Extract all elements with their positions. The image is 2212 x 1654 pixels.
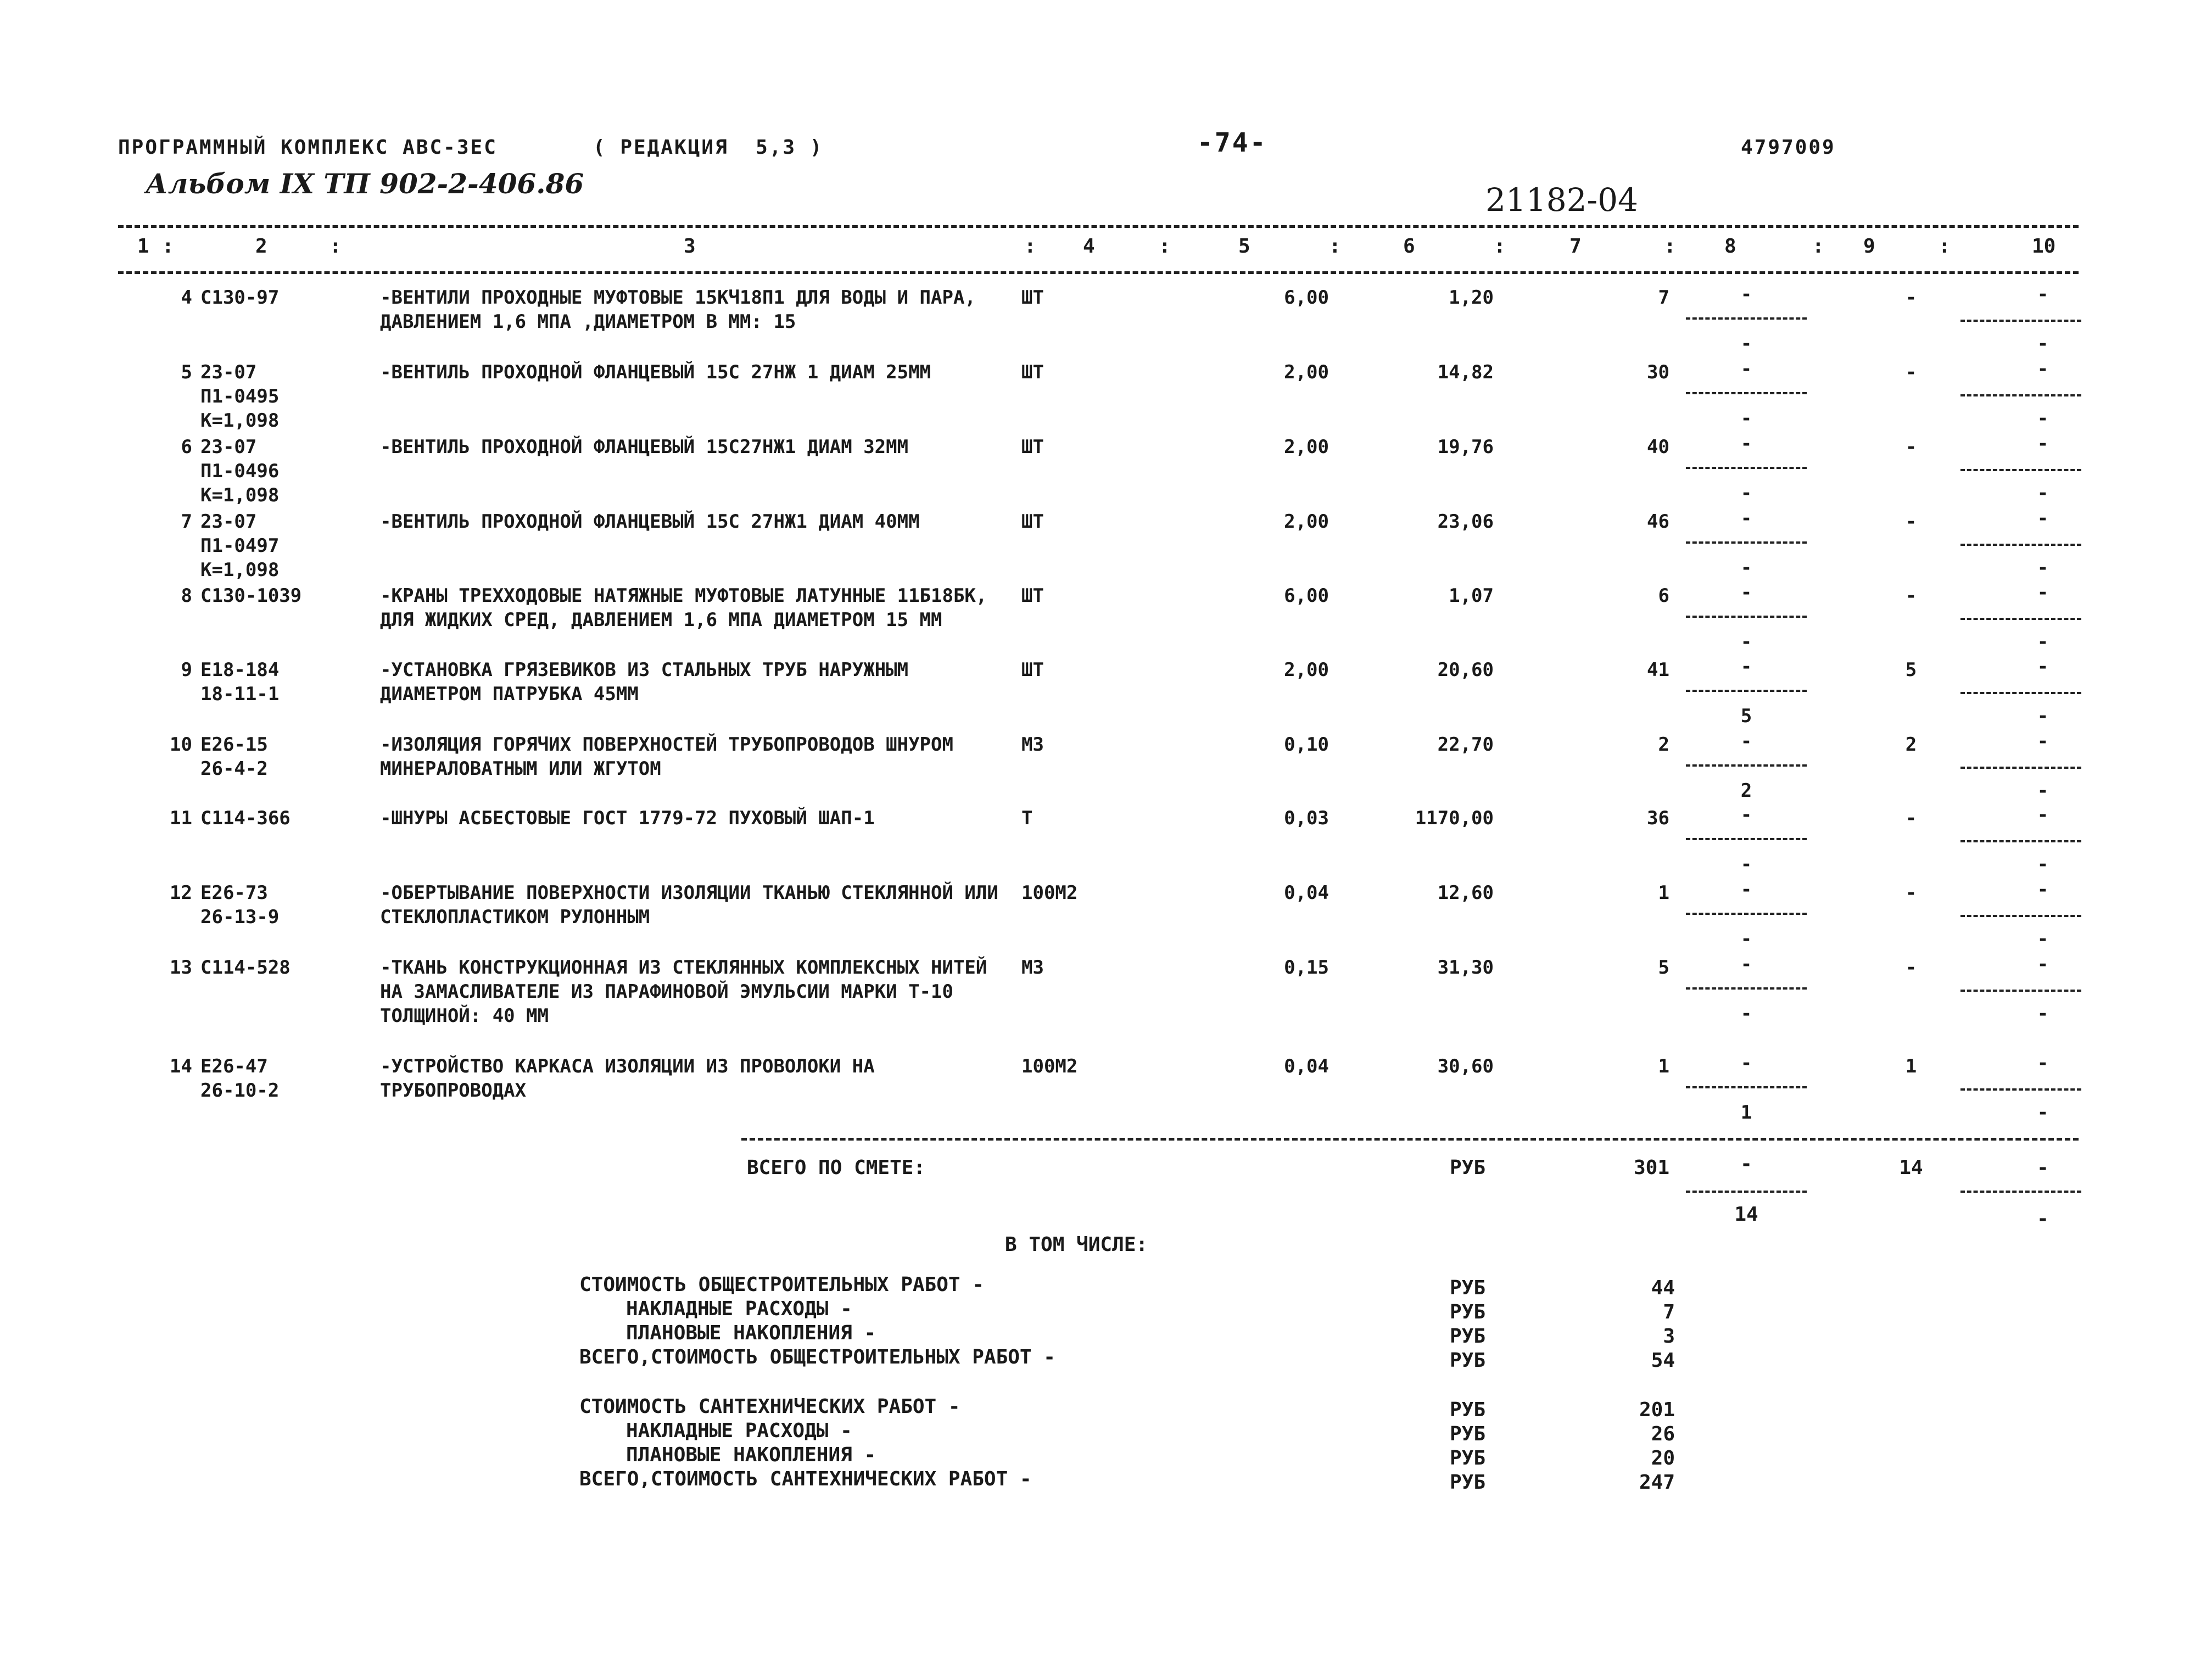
row-col8-top: - [1740,804,1752,826]
total-col9: 14 [1899,1156,1923,1179]
row-col8-fraction-line [1686,616,1807,618]
row-col8-bottom: - [1740,482,1752,504]
row-col10-fraction-line [1960,1088,2081,1091]
row-col8-top: - [1740,358,1752,380]
row-col8-bottom: - [1740,407,1752,429]
row-col9: - [1905,882,1917,904]
row-code: 23-07 [200,511,257,533]
row-col8-top: - [1740,1052,1752,1074]
column-number-7: 7 [1569,235,1582,258]
row-col10-fraction-line [1960,692,2081,694]
row-total: 1 [1658,882,1669,904]
row-quantity: 2,00 [1284,511,1329,533]
row-total: 5 [1658,957,1669,979]
row-col8-bottom: 2 [1740,780,1752,802]
row-col9: - [1905,511,1917,533]
row-code: С114-366 [200,807,291,829]
row-total: 7 [1658,287,1669,309]
column-separator: : [1812,235,1824,258]
summary-label: ПЛАНОВЫЕ НАКОПЛЕНИЯ - [626,1444,876,1466]
total-unit: РУБ [1450,1156,1486,1179]
row-description: -ШНУРЫ АСБЕСТОВЫЕ ГОСТ 1779-72 ПУХОВЫЙ ШАП-1 [380,807,875,829]
summary-unit: РУБ [1450,1277,1486,1299]
row-col10-fraction-line [1960,767,2081,769]
row-code: С114-528 [200,957,291,979]
row-col8-fraction-line [1686,838,1807,840]
row-col8-fraction-line [1686,1086,1807,1088]
row-col10-bottom: - [2037,407,2049,429]
row-number: 11 [170,807,192,829]
summary-label: НАКЛАДНЫЕ РАСХОДЫ - [626,1298,852,1320]
row-description: -КРАНЫ ТРЕХХОДОВЫЕ НАТЯЖНЫЕ МУФТОВЫЕ ЛАТУННЫЕ 11Б18БК, ДЛЯ ЖИДКИХ СРЕД, ДАВЛЕНИЕМ 1,6 МПА ДИАМЕТРОМ 15 ММ [380,585,987,631]
row-unit: М3 [1021,957,1044,979]
row-number: 13 [170,957,192,979]
row-quantity: 0,10 [1284,734,1329,756]
row-code: К=1,098 [200,559,280,581]
row-total: 30 [1647,361,1669,383]
row-col10-top: - [2037,730,2049,752]
row-col9: 1 [1905,1055,1917,1077]
total-label: ВСЕГО ПО СМЕТЕ: [747,1156,926,1179]
column-separator: : [1664,235,1676,258]
row-col10-fraction-line [1960,394,2081,396]
total-col10-top: - [2037,1156,2049,1179]
summary-label: ПЛАНОВЫЕ НАКОПЛЕНИЯ - [626,1322,876,1344]
summary-value: 20 [1651,1447,1675,1469]
row-col9: - [1905,287,1917,309]
total-col8-fraction [1686,1191,1807,1193]
summary-unit: РУБ [1450,1301,1486,1323]
row-code: С130-1039 [200,585,302,607]
row-col8-fraction-line [1686,392,1807,394]
row-unit-price: 14,82 [1437,361,1494,383]
total-value: 301 [1633,1156,1669,1179]
row-code: П1-0496 [200,460,280,482]
row-col10-bottom: - [2037,557,2049,579]
column-separator: : [329,235,342,258]
row-col10-fraction-line [1960,915,2081,917]
row-code: П1-0497 [200,535,280,557]
row-col8-fraction-line [1686,690,1807,692]
row-col8-top: - [1740,656,1752,678]
summary-value: 201 [1639,1399,1675,1421]
summary-value: 7 [1663,1301,1675,1323]
row-col8-fraction-line [1686,987,1807,990]
row-unit: ШТ [1021,659,1044,681]
summary-label: НАКЛАДНЫЕ РАСХОДЫ - [626,1420,852,1442]
row-description: -УСТАНОВКА ГРЯЗЕВИКОВ ИЗ СТАЛЬНЫХ ТРУБ НАРУЖНЫМ ДИАМЕТРОМ ПАТРУБКА 45ММ [380,659,909,705]
row-col8-top: - [1740,582,1752,604]
row-number: 14 [170,1055,192,1077]
row-quantity: 6,00 [1284,585,1329,607]
summary-value: 44 [1651,1277,1675,1299]
row-col10-top: - [2037,283,2049,305]
row-col8-top: - [1740,283,1752,305]
total-col8-bottom: 14 [1734,1203,1758,1226]
row-quantity: 0,15 [1284,957,1329,979]
row-code: П1-0495 [200,385,280,407]
row-unit: Т [1021,807,1033,829]
column-separator: : [1494,235,1506,258]
row-col8-bottom: - [1740,333,1752,355]
row-number: 4 [181,287,192,309]
row-col8-top: - [1740,433,1752,455]
row-col9: - [1905,807,1917,829]
row-col8-bottom: - [1740,1003,1752,1025]
summary-unit: РУБ [1450,1471,1486,1494]
column-number-3: 3 [684,235,696,258]
row-col10-top: - [2037,507,2049,529]
row-number: 8 [181,585,192,607]
edition: ( РЕДАКЦИЯ 5,3 ) [593,136,824,159]
row-quantity: 0,04 [1284,882,1329,904]
summary-unit: РУБ [1450,1423,1486,1445]
row-col10-fraction-line [1960,544,2081,546]
row-code: 26-10-2 [200,1080,280,1102]
row-unit-price: 20,60 [1437,659,1494,681]
row-col8-fraction-line [1686,467,1807,469]
row-code: К=1,098 [200,484,280,506]
row-code: Е18-184 [200,659,280,681]
row-col8-top: - [1740,730,1752,752]
row-col10-bottom: - [2037,482,2049,504]
total-col8-top: - [1740,1153,1752,1175]
row-unit: М3 [1021,734,1044,756]
row-unit: ШТ [1021,585,1044,607]
summary-value: 247 [1639,1471,1675,1494]
row-col8-fraction-line [1686,764,1807,767]
row-col8-top: - [1740,507,1752,529]
row-col8-bottom: 5 [1740,705,1752,727]
row-col8-bottom: - [1740,557,1752,579]
row-total: 41 [1647,659,1669,681]
row-code: Е26-47 [200,1055,268,1077]
row-quantity: 2,00 [1284,436,1329,458]
row-number: 12 [170,882,192,904]
row-col10-fraction-line [1960,618,2081,620]
row-col9: - [1905,361,1917,383]
column-separator: : [1329,235,1341,258]
row-col10-bottom: - [2037,631,2049,653]
row-code: Е26-73 [200,882,268,904]
summary-unit: РУБ [1450,1349,1486,1372]
row-col10-bottom: - [2037,780,2049,802]
row-col8-fraction-line [1686,913,1807,915]
column-separator: : [1024,235,1036,258]
handwritten-code: 21182-04 [1485,181,1638,219]
row-total: 46 [1647,511,1669,533]
summary-unit: РУБ [1450,1447,1486,1469]
row-col9: 2 [1905,734,1917,756]
total-col10-bottom: - [2037,1208,2049,1230]
row-col9: 5 [1905,659,1917,681]
row-unit: 100М2 [1021,1055,1078,1077]
row-col10-fraction-line [1960,990,2081,992]
column-number-6: 6 [1403,235,1415,258]
summary-value: 3 [1663,1325,1675,1348]
summary-label: СТОИМОСТЬ ОБЩЕСТРОИТЕЛЬНЫХ РАБОТ - [579,1273,984,1296]
row-col10-fraction-line [1960,320,2081,322]
summary-unit: РУБ [1450,1399,1486,1421]
row-code: 26-13-9 [200,906,280,928]
row-quantity: 0,04 [1284,1055,1329,1077]
row-quantity: 2,00 [1284,659,1329,681]
row-col10-top: - [2037,358,2049,380]
album-reference: Альбом IX ТП 902-2-406.86 [146,167,584,200]
row-col10-fraction-line [1960,840,2081,842]
row-col10-top: - [2037,582,2049,604]
row-unit-price: 23,06 [1437,511,1494,533]
row-quantity: 6,00 [1284,287,1329,309]
row-code: С130-97 [200,287,280,309]
row-col10-bottom: - [2037,1102,2049,1124]
row-code: 23-07 [200,436,257,458]
summary-label: СТОИМОСТЬ САНТЕХНИЧЕСКИХ РАБОТ - [579,1395,960,1418]
row-description: -ВЕНТИЛЬ ПРОХОДНОЙ ФЛАНЦЕВЫЙ 15С 27НЖ 1 ДИАМ 25ММ [380,361,931,383]
row-unit-price: 1170,00 [1415,807,1494,829]
row-col8-bottom: 1 [1740,1102,1752,1124]
row-col10-top: - [2037,804,2049,826]
total-rule [741,1138,2079,1141]
column-number-4: 4 [1083,235,1095,258]
row-col10-bottom: - [2037,705,2049,727]
header-bottom-rule [118,271,2079,274]
doc-code: 4797009 [1741,136,1836,159]
row-description: -ТКАНЬ КОНСТРУКЦИОННАЯ ИЗ СТЕКЛЯННЫХ КОМПЛЕКСНЫХ НИТЕЙ НА ЗАМАСЛИВАТЕЛЕ ИЗ ПАРАФИНОВОЙ ЭМУЛЬСИИ МАРКИ Т-10 ТОЛЩИНОЙ: 40 ММ [380,957,987,1027]
row-unit-price: 1,07 [1449,585,1494,607]
row-description: -ВЕНТИЛИ ПРОХОДНЫЕ МУФТОВЫЕ 15КЧ18П1 ДЛЯ ВОДЫ И ПАРА, ДАВЛЕНИЕМ 1,6 МПА ,ДИАМЕТРОМ В ММ: 15 [380,287,976,333]
summary-label: ВСЕГО,СТОИМОСТЬ САНТЕХНИЧЕСКИХ РАБОТ - [579,1468,1032,1490]
row-col9: - [1905,957,1917,979]
row-col10-top: - [2037,879,2049,901]
row-number: 6 [181,436,192,458]
row-total: 40 [1647,436,1669,458]
row-quantity: 0,03 [1284,807,1329,829]
row-col10-bottom: - [2037,928,2049,950]
row-code: 23-07 [200,361,257,383]
column-number-8: 8 [1724,235,1736,258]
column-number-5: 5 [1238,235,1250,258]
row-unit-price: 30,60 [1437,1055,1494,1077]
row-description: -ОБЕРТЫВАНИЕ ПОВЕРХНОСТИ ИЗОЛЯЦИИ ТКАНЬЮ СТЕКЛЯННОЙ ИЛИ СТЕКЛОПЛАСТИКОМ РУЛОННЫМ [380,882,998,928]
row-total: 2 [1658,734,1669,756]
total-col10-fraction [1960,1191,2081,1193]
program-name: ПРОГРАММНЫЙ КОМПЛЕКС АВС-ЗЕС [118,136,498,159]
row-number: 10 [170,734,192,756]
row-unit: ШТ [1021,436,1044,458]
summary-value: 54 [1651,1349,1675,1372]
row-col8-bottom: - [1740,853,1752,875]
row-description: -ВЕНТИЛЬ ПРОХОДНОЙ ФЛАНЦЕВЫЙ 15С27НЖ1 ДИАМ 32ММ [380,436,909,458]
row-col8-bottom: - [1740,928,1752,950]
row-total: 1 [1658,1055,1669,1077]
row-col10-top: - [2037,1052,2049,1074]
row-col8-top: - [1740,953,1752,975]
column-number-9: 9 [1863,235,1875,258]
column-number-1: 1 [137,235,149,258]
row-number: 5 [181,361,192,383]
row-col10-top: - [2037,656,2049,678]
column-separator: : [162,235,174,258]
row-col10-top: - [2037,953,2049,975]
row-col10-bottom: - [2037,853,2049,875]
column-separator: : [1159,235,1171,258]
column-separator: : [1939,235,1951,258]
row-col10-fraction-line [1960,469,2081,471]
column-number-2: 2 [255,235,267,258]
row-col8-top: - [1740,879,1752,901]
row-col10-bottom: - [2037,1003,2049,1025]
row-col8-fraction-line [1686,541,1807,544]
summary-value: 26 [1651,1423,1675,1445]
row-code: Е26-15 [200,734,268,756]
row-total: 6 [1658,585,1669,607]
row-unit-price: 22,70 [1437,734,1494,756]
column-number-10: 10 [2032,235,2056,258]
row-description: -ВЕНТИЛЬ ПРОХОДНОЙ ФЛАНЦЕВЫЙ 15С 27НЖ1 ДИАМ 40ММ [380,511,920,533]
row-col8-fraction-line [1686,317,1807,320]
row-col8-bottom: - [1740,631,1752,653]
row-unit: ШТ [1021,511,1044,533]
row-total: 36 [1647,807,1669,829]
row-unit-price: 31,30 [1437,957,1494,979]
row-col9: - [1905,585,1917,607]
row-col10-top: - [2037,433,2049,455]
row-code: К=1,098 [200,410,280,432]
row-unit: 100М2 [1021,882,1078,904]
including-label: В ТОМ ЧИСЛЕ: [1005,1233,1148,1256]
row-unit: ШТ [1021,361,1044,383]
row-quantity: 2,00 [1284,361,1329,383]
row-description: -УСТРОЙСТВО КАРКАСА ИЗОЛЯЦИИ ИЗ ПРОВОЛОКИ НА ТРУБОПРОВОДАХ [380,1055,875,1102]
row-code: 26-4-2 [200,758,268,780]
row-unit-price: 19,76 [1437,436,1494,458]
row-col9: - [1905,436,1917,458]
page-number: -74- [1197,127,1267,158]
row-description: -ИЗОЛЯЦИЯ ГОРЯЧИХ ПОВЕРХНОСТЕЙ ТРУБОПРОВОДОВ ШНУРОМ МИНЕРАЛОВАТНЫМ ИЛИ ЖГУТОМ [380,734,953,780]
summary-label: ВСЕГО,СТОИМОСТЬ ОБЩЕСТРОИТЕЛЬНЫХ РАБОТ - [579,1346,1055,1368]
row-number: 9 [181,659,192,681]
row-unit-price: 1,20 [1449,287,1494,309]
summary-unit: РУБ [1450,1325,1486,1348]
row-unit-price: 12,60 [1437,882,1494,904]
row-unit: ШТ [1021,287,1044,309]
row-code: 18-11-1 [200,683,280,705]
row-col10-bottom: - [2037,333,2049,355]
row-number: 7 [181,511,192,533]
header-top-rule [118,225,2079,228]
